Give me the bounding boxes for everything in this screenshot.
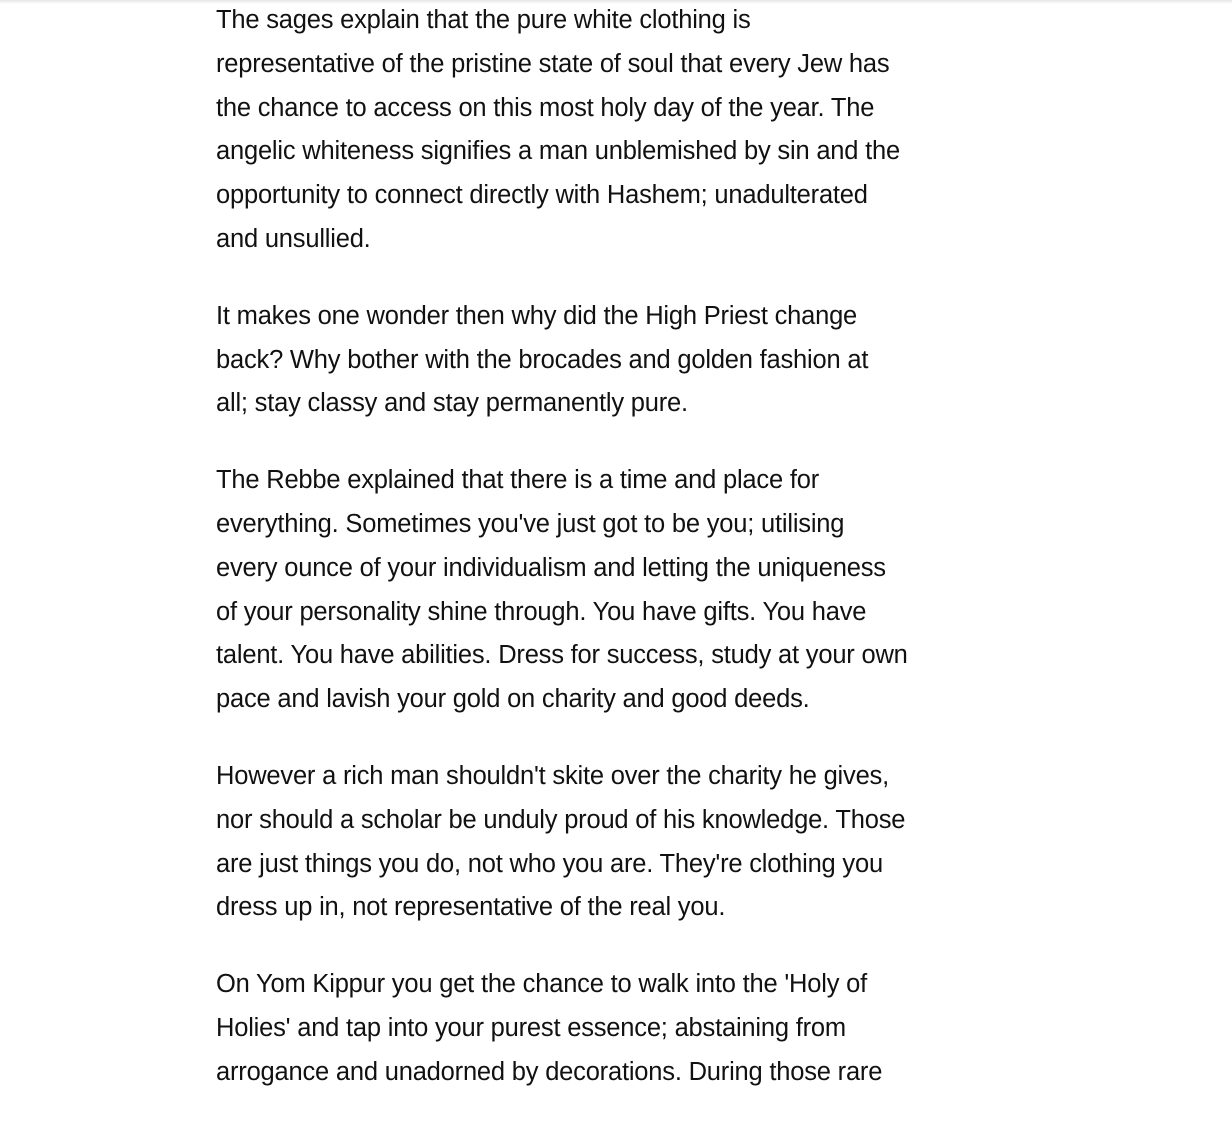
text-line: It makes one wonder then why did the High Priest change: [216, 301, 858, 330]
text-line: Holies' and tap into your purest essence; abstaining from: [216, 1013, 846, 1042]
text-line: nor should a scholar be unduly proud of his knowledge. Those: [216, 805, 906, 834]
paragraph: [216, 0, 1036, 262]
text-line: talent. You have abilities. Dress for success, study at your own: [216, 641, 908, 670]
text-line: pace and lavish your gold on charity and good deeds.: [216, 685, 810, 714]
document-body: [216, 0, 1036, 1128]
text-line: every ounce of your individualism and letting the uniqueness: [216, 553, 886, 582]
text-line: all; stay classy and stay permanently pure.: [216, 389, 688, 418]
paragraph: [216, 963, 1036, 1094]
text-line: The sages explain that the pure white clothing is: [216, 6, 751, 34]
paragraph: [216, 459, 1036, 722]
paragraph: [216, 295, 1036, 426]
text-line: of your personality shine through. You have gifts. You have: [216, 597, 867, 626]
text-line: arrogance and unadorned by decorations. During those rare: [216, 1057, 883, 1086]
text-line: opportunity to connect directly with Hashem; unadulterated: [216, 181, 868, 210]
text-line: angelic whiteness signifies a man unblemished by sin and the: [216, 137, 900, 166]
text-line: are just things you do, not who you are. They're clothing you: [216, 849, 883, 878]
text-line: However a rich man shouldn't skite over the charity he gives,: [216, 761, 889, 790]
text-line: The Rebbe explained that there is a time and place for: [216, 466, 819, 495]
text-line: representative of the pristine state of soul that every Jew has: [216, 49, 890, 78]
text-line: and unsullied.: [216, 224, 371, 253]
paragraph: [216, 755, 1036, 930]
text-line: everything. Sometimes you've just got to be you; utilising: [216, 509, 845, 538]
text-line: back? Why bother with the brocades and golden fashion at: [216, 345, 869, 374]
text-line: the chance to access on this most holy day of the year. The: [216, 93, 875, 122]
text-line: On Yom Kippur you get the chance to walk into the 'Holy of: [216, 970, 868, 999]
text-line: dress up in, not representative of the real you.: [216, 893, 726, 922]
